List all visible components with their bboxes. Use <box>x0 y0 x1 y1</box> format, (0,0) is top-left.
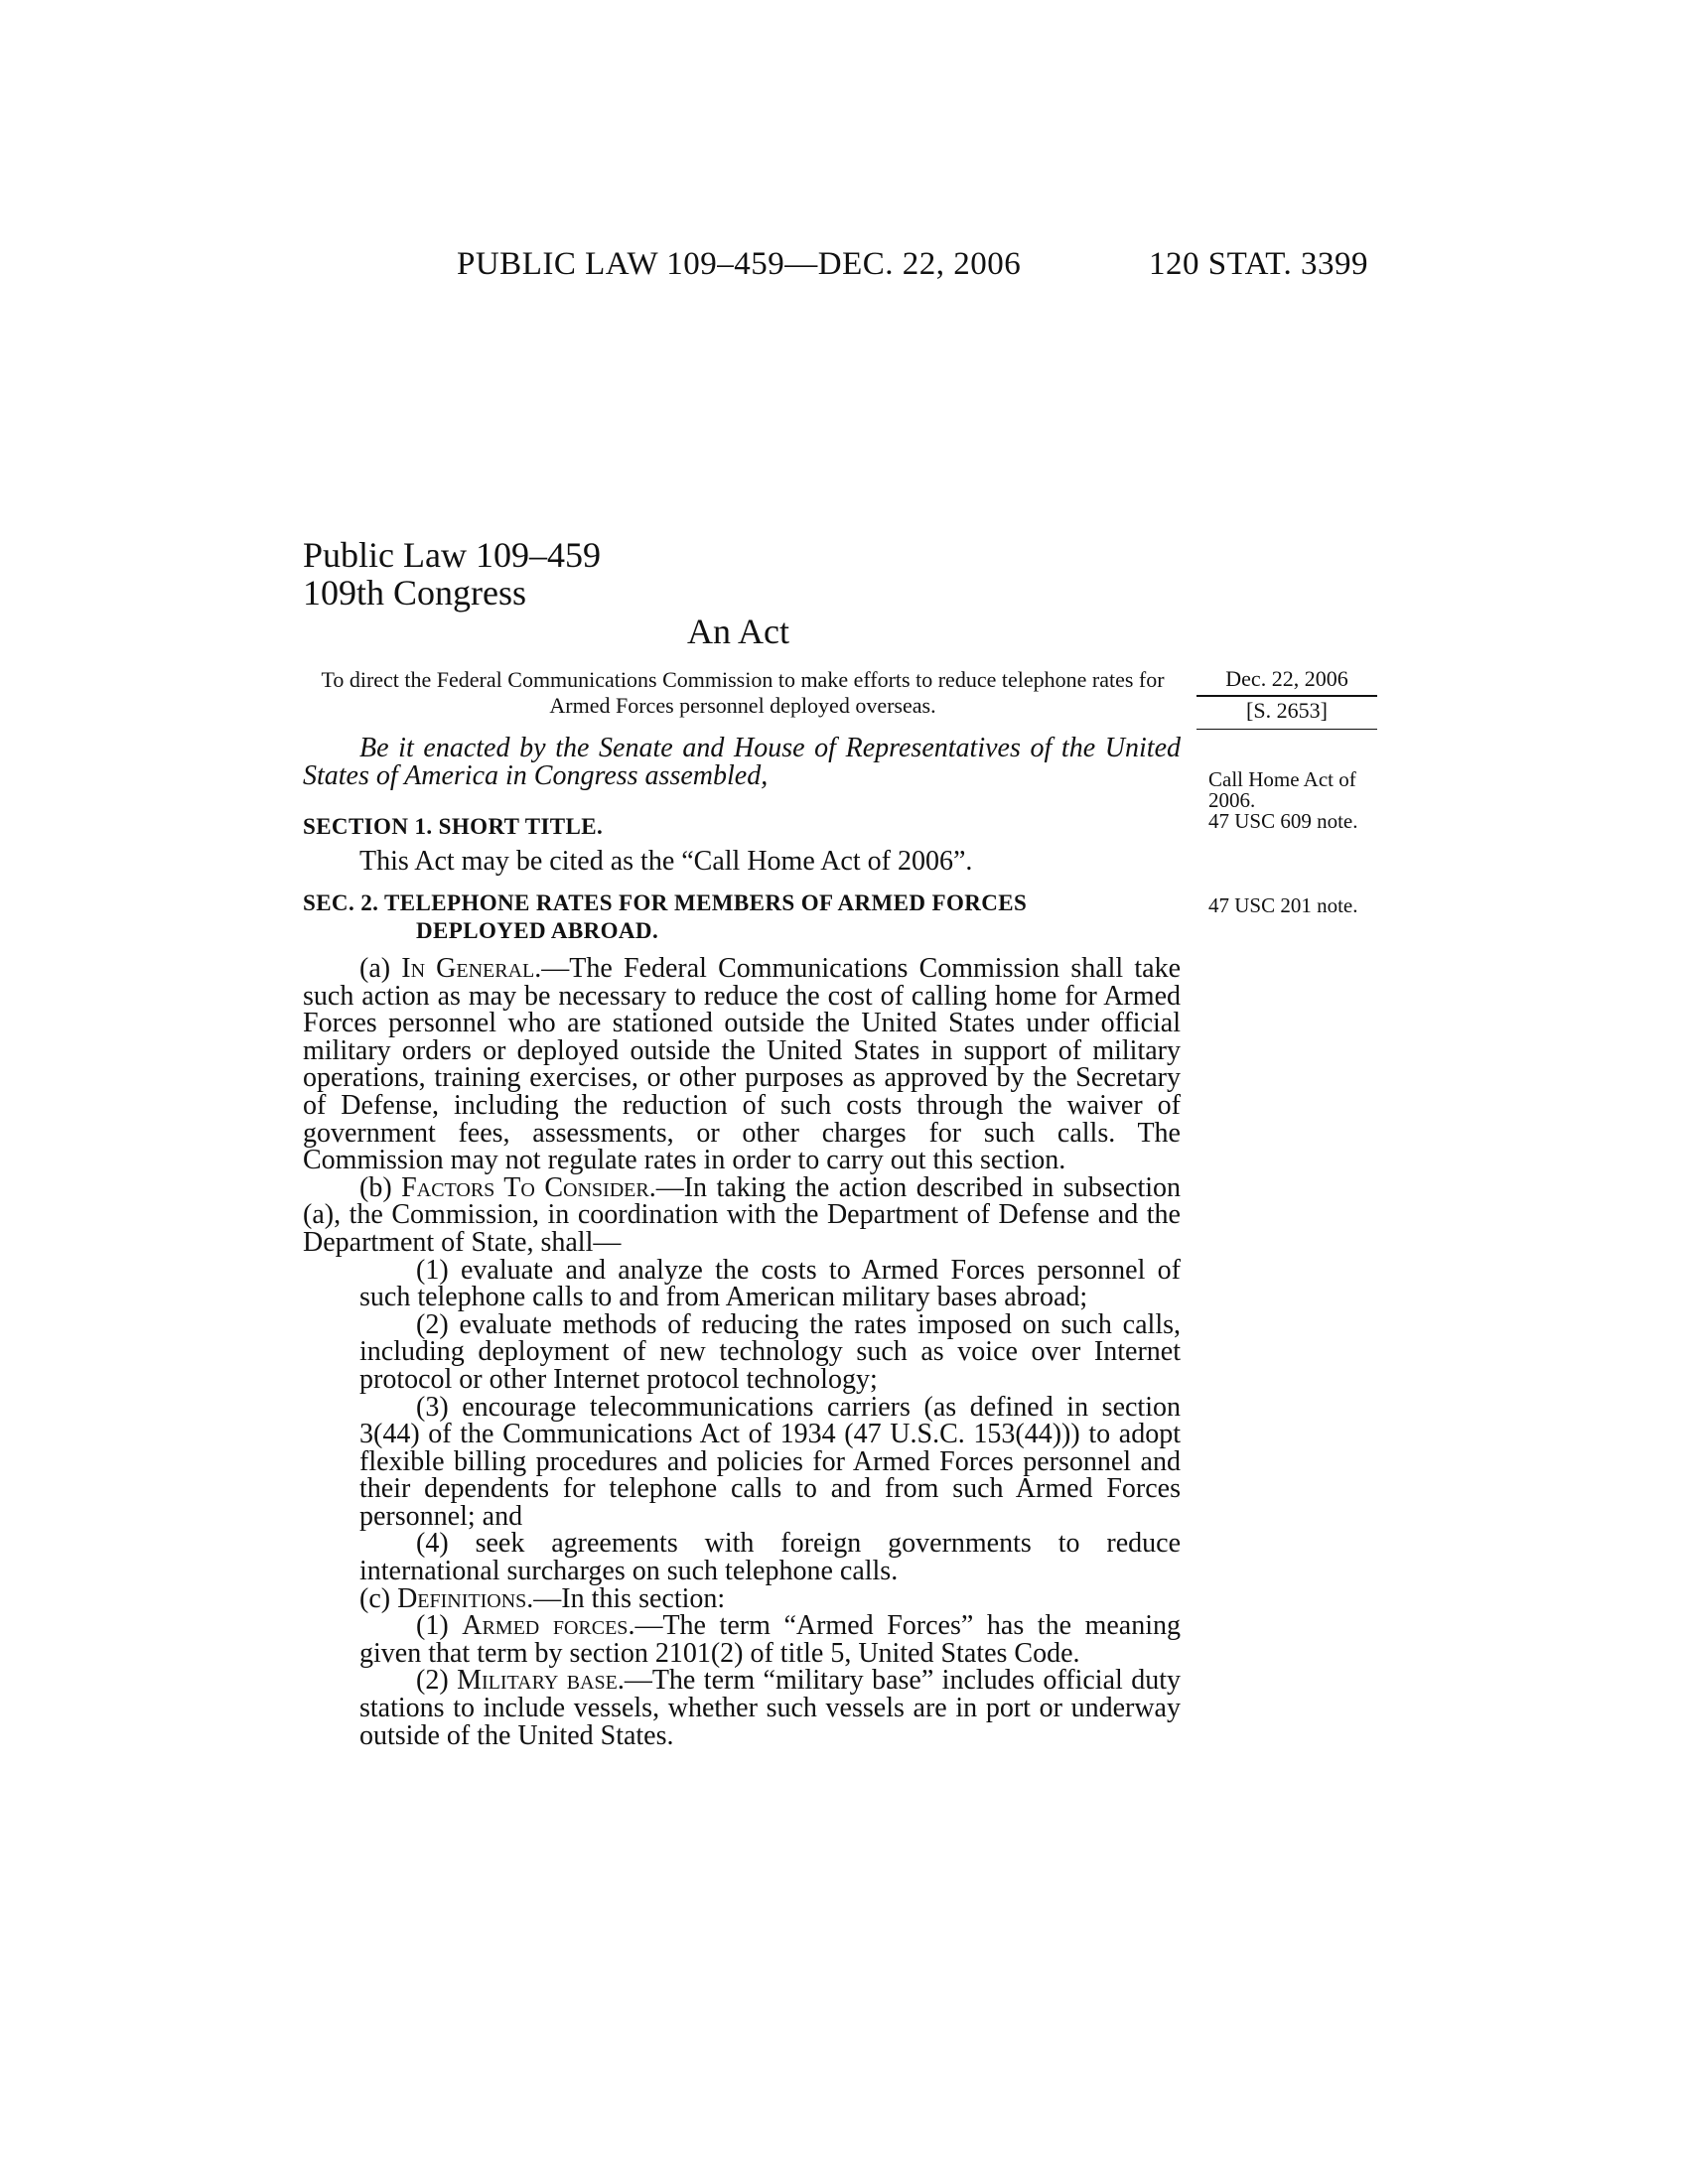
section-2-heading-line: DEPLOYED ABROAD. <box>416 918 659 943</box>
section-1-text: This Act may be cited as the “Call Home Act of 2006”. <box>359 846 973 877</box>
margin-note-line: Call Home Act of <box>1208 767 1356 791</box>
subsection-label: (a) <box>359 953 402 984</box>
subsection-b <box>303 1171 1182 1258</box>
subsection-text: .—In this section: <box>526 1582 726 1614</box>
definition-term: Armed forces <box>462 1610 629 1642</box>
section-2-heading <box>303 889 1181 945</box>
definition-text: .—The term “Armed Forces” has the meaning given that term by section 2101(2) of title 5, United States Code. <box>359 1610 1182 1669</box>
paragraph-b2: (2) evaluate methods of reducing the rates imposed on such calls, including deployment of new technology such as voice over Internet protocol or other Internet protocol technology; <box>359 1308 1181 1395</box>
paragraph-b4: (4) seek agreements with foreign governments to reduce international surcharges on such telephone calls. <box>359 1528 1181 1587</box>
paragraph-c1 <box>303 1612 1181 1667</box>
paragraph-label: (2) <box>416 1665 458 1697</box>
enacting-clause: Be it enacted by the Senate and House of Representatives of the United States of America in Congress assembled, <box>303 733 1181 791</box>
section-2-heading-line: SEC. 2. TELEPHONE RATES FOR MEMBERS OF ARMED FORCES <box>303 890 1028 915</box>
paragraph-label: (1) <box>416 1610 463 1642</box>
an-act-heading: An Act <box>687 612 789 651</box>
purpose-statement: To direct the Federal Communications Commission to make efforts to reduce telephone rates for Armed Forces personnel deployed overseas. <box>321 667 1165 718</box>
paragraph-b3: (3) encourage telecommunications carriers (as defined in section 3(44) of the Communications Act of 1934 (47 U.S.C. 153(44))) to adopt flexible billing procedures and policies for Armed Forces personnel and their dependents for telephone calls to and from such Armed Forces personnel; and <box>359 1391 1181 1532</box>
subsection-c <box>303 1582 1181 1614</box>
running-header-stat-page: 120 STAT. 3399 <box>1149 246 1369 282</box>
subsection-heading: Factors To Consider <box>401 1171 649 1203</box>
congress-number: 109th Congress <box>303 573 526 613</box>
paragraph-b1: (1) evaluate and analyze the costs to Armed Forces personnel of such telephone calls to and from American military bases abroad; <box>359 1254 1181 1313</box>
margin-note-line: 2006. <box>1208 788 1256 812</box>
section-1-heading: SECTION 1. SHORT TITLE. <box>303 814 604 839</box>
definition-text: .—The term “military base” includes official duty stations to include vessels, whether such vessels are in port or underway outside of the United States. <box>359 1665 1181 1751</box>
public-law-number: Public Law 109–459 <box>303 535 601 575</box>
subsection-text: .—In taking the action described in subsection (a), the Commission, in coordination with the Department of Defense and the Department of State, shall— <box>303 1171 1182 1258</box>
subsection-heading: Definitions <box>397 1582 527 1614</box>
running-header-citation: PUBLIC LAW 109–459—DEC. 22, 2006 <box>457 246 1022 282</box>
subsection-text: .—The Federal Communications Commission shall take such action as may be necessary to reduce the cost of calling home for Armed Forces personnel who are stationed outside the United States under official military orders or deployed outside the United States in support of military operations, training exercises, or other purposes as approved by the Secretary of Defense, including the reduction of such costs through the waiver of government fees, assessments, or other charges for such calls. The Commission may not regulate rates in order to carry out this section. <box>303 953 1182 1176</box>
subsection-heading: In General <box>401 953 535 984</box>
subsection-label: (b) <box>359 1171 402 1203</box>
margin-note-line: 47 USC 609 note. <box>1208 809 1358 833</box>
subsection-a <box>303 955 1181 1174</box>
subsection-label: (c) <box>359 1582 398 1614</box>
paragraph-c2 <box>303 1667 1181 1749</box>
margin-enactment-date: Dec. 22, 2006 <box>1196 666 1377 697</box>
section-2-body <box>303 955 1181 1749</box>
margin-note-short-title <box>1208 769 1387 832</box>
definition-term: Military base <box>457 1665 618 1697</box>
margin-note-sec2: 47 USC 201 note. <box>1208 893 1358 917</box>
margin-bill-number: [S. 2653] <box>1196 698 1377 730</box>
